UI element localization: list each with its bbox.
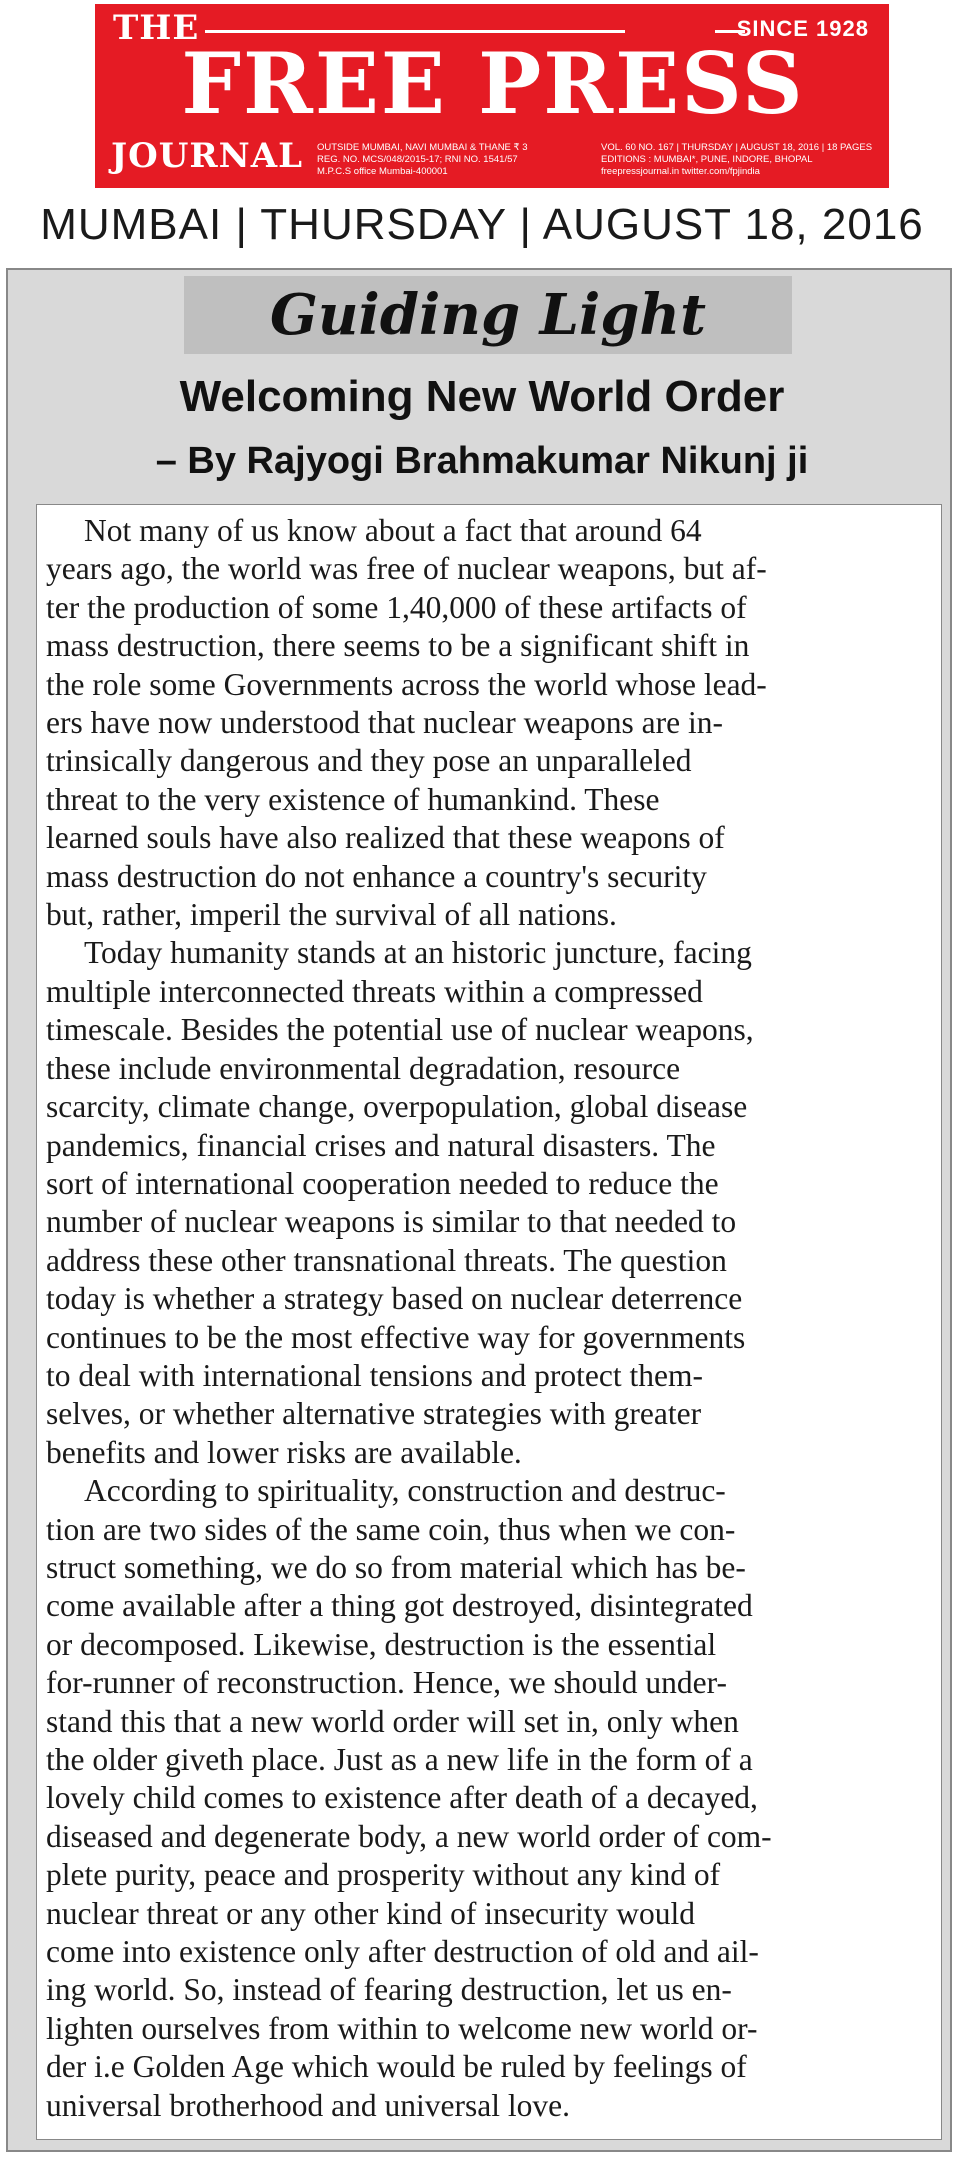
article-line: der i.e Golden Age which would be ruled by feelings of <box>46 2049 747 2085</box>
article-line: learned souls have also realized that these weapons of <box>46 820 725 856</box>
article-line: the older giveth place. Just as a new life in the form of a <box>46 1742 753 1777</box>
article-line: Not many of us know about a fact that around 64 <box>84 513 702 548</box>
article-body <box>46 512 908 2125</box>
masthead-right-info <box>601 142 885 178</box>
article-line: these include environmental degradation, resource <box>46 1050 681 1086</box>
masthead-journal: JOURNAL <box>111 136 303 176</box>
masthead-rule-left <box>205 30 625 33</box>
article-byline: – By Rajyogi Brahmakumar Nikunj ji <box>155 440 809 482</box>
masthead-web: freepressjournal.in twitter.com/fpjindia <box>601 166 760 177</box>
article-line: universal brotherhood and universal love. <box>46 2087 570 2123</box>
masthead-left-info <box>317 142 597 178</box>
article-line: Today humanity stands at an historic juncture, facing <box>84 935 752 971</box>
article-line: plete purity, peace and prosperity without any kind of <box>46 1857 721 1893</box>
article-line: tion are two sides of the same coin, thus when we con- <box>46 1511 736 1547</box>
masthead-title: FREE PRESS <box>181 34 805 133</box>
article-line: pandemics, financial crises and natural disasters. The <box>46 1127 716 1163</box>
article-line: According to spirituality, construction and destruc- <box>84 1473 726 1509</box>
article-headline: Welcoming New World Order <box>179 372 785 421</box>
masthead <box>95 4 889 188</box>
article-line: or decomposed. Likewise, destruction is the essential <box>46 1626 717 1662</box>
article-line: for-runner of reconstruction. Hence, we should under- <box>46 1665 727 1701</box>
article-line: sort of international cooperation needed to reduce the <box>46 1165 719 1201</box>
article-line: benefits and lower risks are available. <box>46 1434 522 1470</box>
article-line: nuclear threat or any other kind of insecurity would <box>46 1895 696 1931</box>
article-line: scarcity, climate change, overpopulation, global disease <box>46 1089 748 1125</box>
article-line: to deal with international tensions and protect them- <box>46 1357 703 1393</box>
article-line: trinsically dangerous and they pose an unparalleled <box>46 743 692 779</box>
article-line: lovely child comes to existence after death of a decayed, <box>46 1780 758 1816</box>
article-line: years ago, the world was free of nuclear weapons, but af- <box>46 551 767 587</box>
article-line: address these other transnational threats. The question <box>46 1242 727 1278</box>
article-line: lighten ourselves from within to welcome new world or- <box>46 2010 758 2046</box>
article-line: selves, or whether alternative strategies with greater <box>46 1396 702 1432</box>
article-line: but, rather, imperil the survival of all nations. <box>46 897 617 933</box>
article-line: the role some Governments across the world whose lead- <box>46 666 767 702</box>
article-paragraph <box>46 934 908 1472</box>
masthead-the: THE <box>113 8 200 48</box>
article-paragraph <box>46 512 908 934</box>
column-title: Guiding Light <box>270 282 706 348</box>
article-paragraph <box>46 1472 908 2125</box>
masthead-editions: EDITIONS : MUMBAI*, PUNE, INDORE, BHOPAL <box>601 154 813 165</box>
article-line: ing world. So, instead of fearing destruction, let us en- <box>46 1972 732 2008</box>
article-line: today is whether a strategy based on nuclear deterrence <box>46 1281 743 1317</box>
article-line: struct something, we do so from material which has be- <box>46 1549 746 1585</box>
article-line: number of nuclear weapons is similar to that needed to <box>46 1204 737 1240</box>
article-line: diseased and degenerate body, a new world order of com- <box>46 1818 772 1854</box>
article-line: come available after a thing got destroyed, disintegrated <box>46 1588 753 1624</box>
article-line: multiple interconnected threats within a compressed <box>46 973 703 1009</box>
article-line: continues to be the most effective way for governments <box>46 1319 746 1355</box>
article-line: mass destruction, there seems to be a significant shift in <box>46 628 750 664</box>
article-line: threat to the very existence of humankind. These <box>46 781 660 817</box>
masthead-reg: REG. NO. MCS/048/2015-17; RNI NO. 1541/57 <box>317 154 518 165</box>
article-line: ter the production of some 1,40,000 of these artifacts of <box>46 589 747 625</box>
masthead-office: M.P.C.S office Mumbai-400001 <box>317 166 448 177</box>
article-line: come into existence only after destruction of old and ail- <box>46 1934 759 1970</box>
masthead-since: SINCE 1928 <box>736 16 869 41</box>
masthead-price: OUTSIDE MUMBAI, NAVI MUMBAI & THANE ₹ 3 <box>317 142 528 153</box>
article-line: ers have now understood that nuclear weapons are in- <box>46 705 724 741</box>
article-line: stand this that a new world order will set in, only when <box>46 1703 739 1739</box>
masthead-volume: VOL. 60 NO. 167 | THURSDAY | AUGUST 18, 2016 | 18 PAGES <box>601 142 873 153</box>
article-line: timescale. Besides the potential use of nuclear weapons, <box>46 1012 754 1048</box>
dateline: MUMBAI | THURSDAY | AUGUST 18, 2016 <box>40 200 924 249</box>
article-line: mass destruction do not enhance a country's security <box>46 858 707 894</box>
